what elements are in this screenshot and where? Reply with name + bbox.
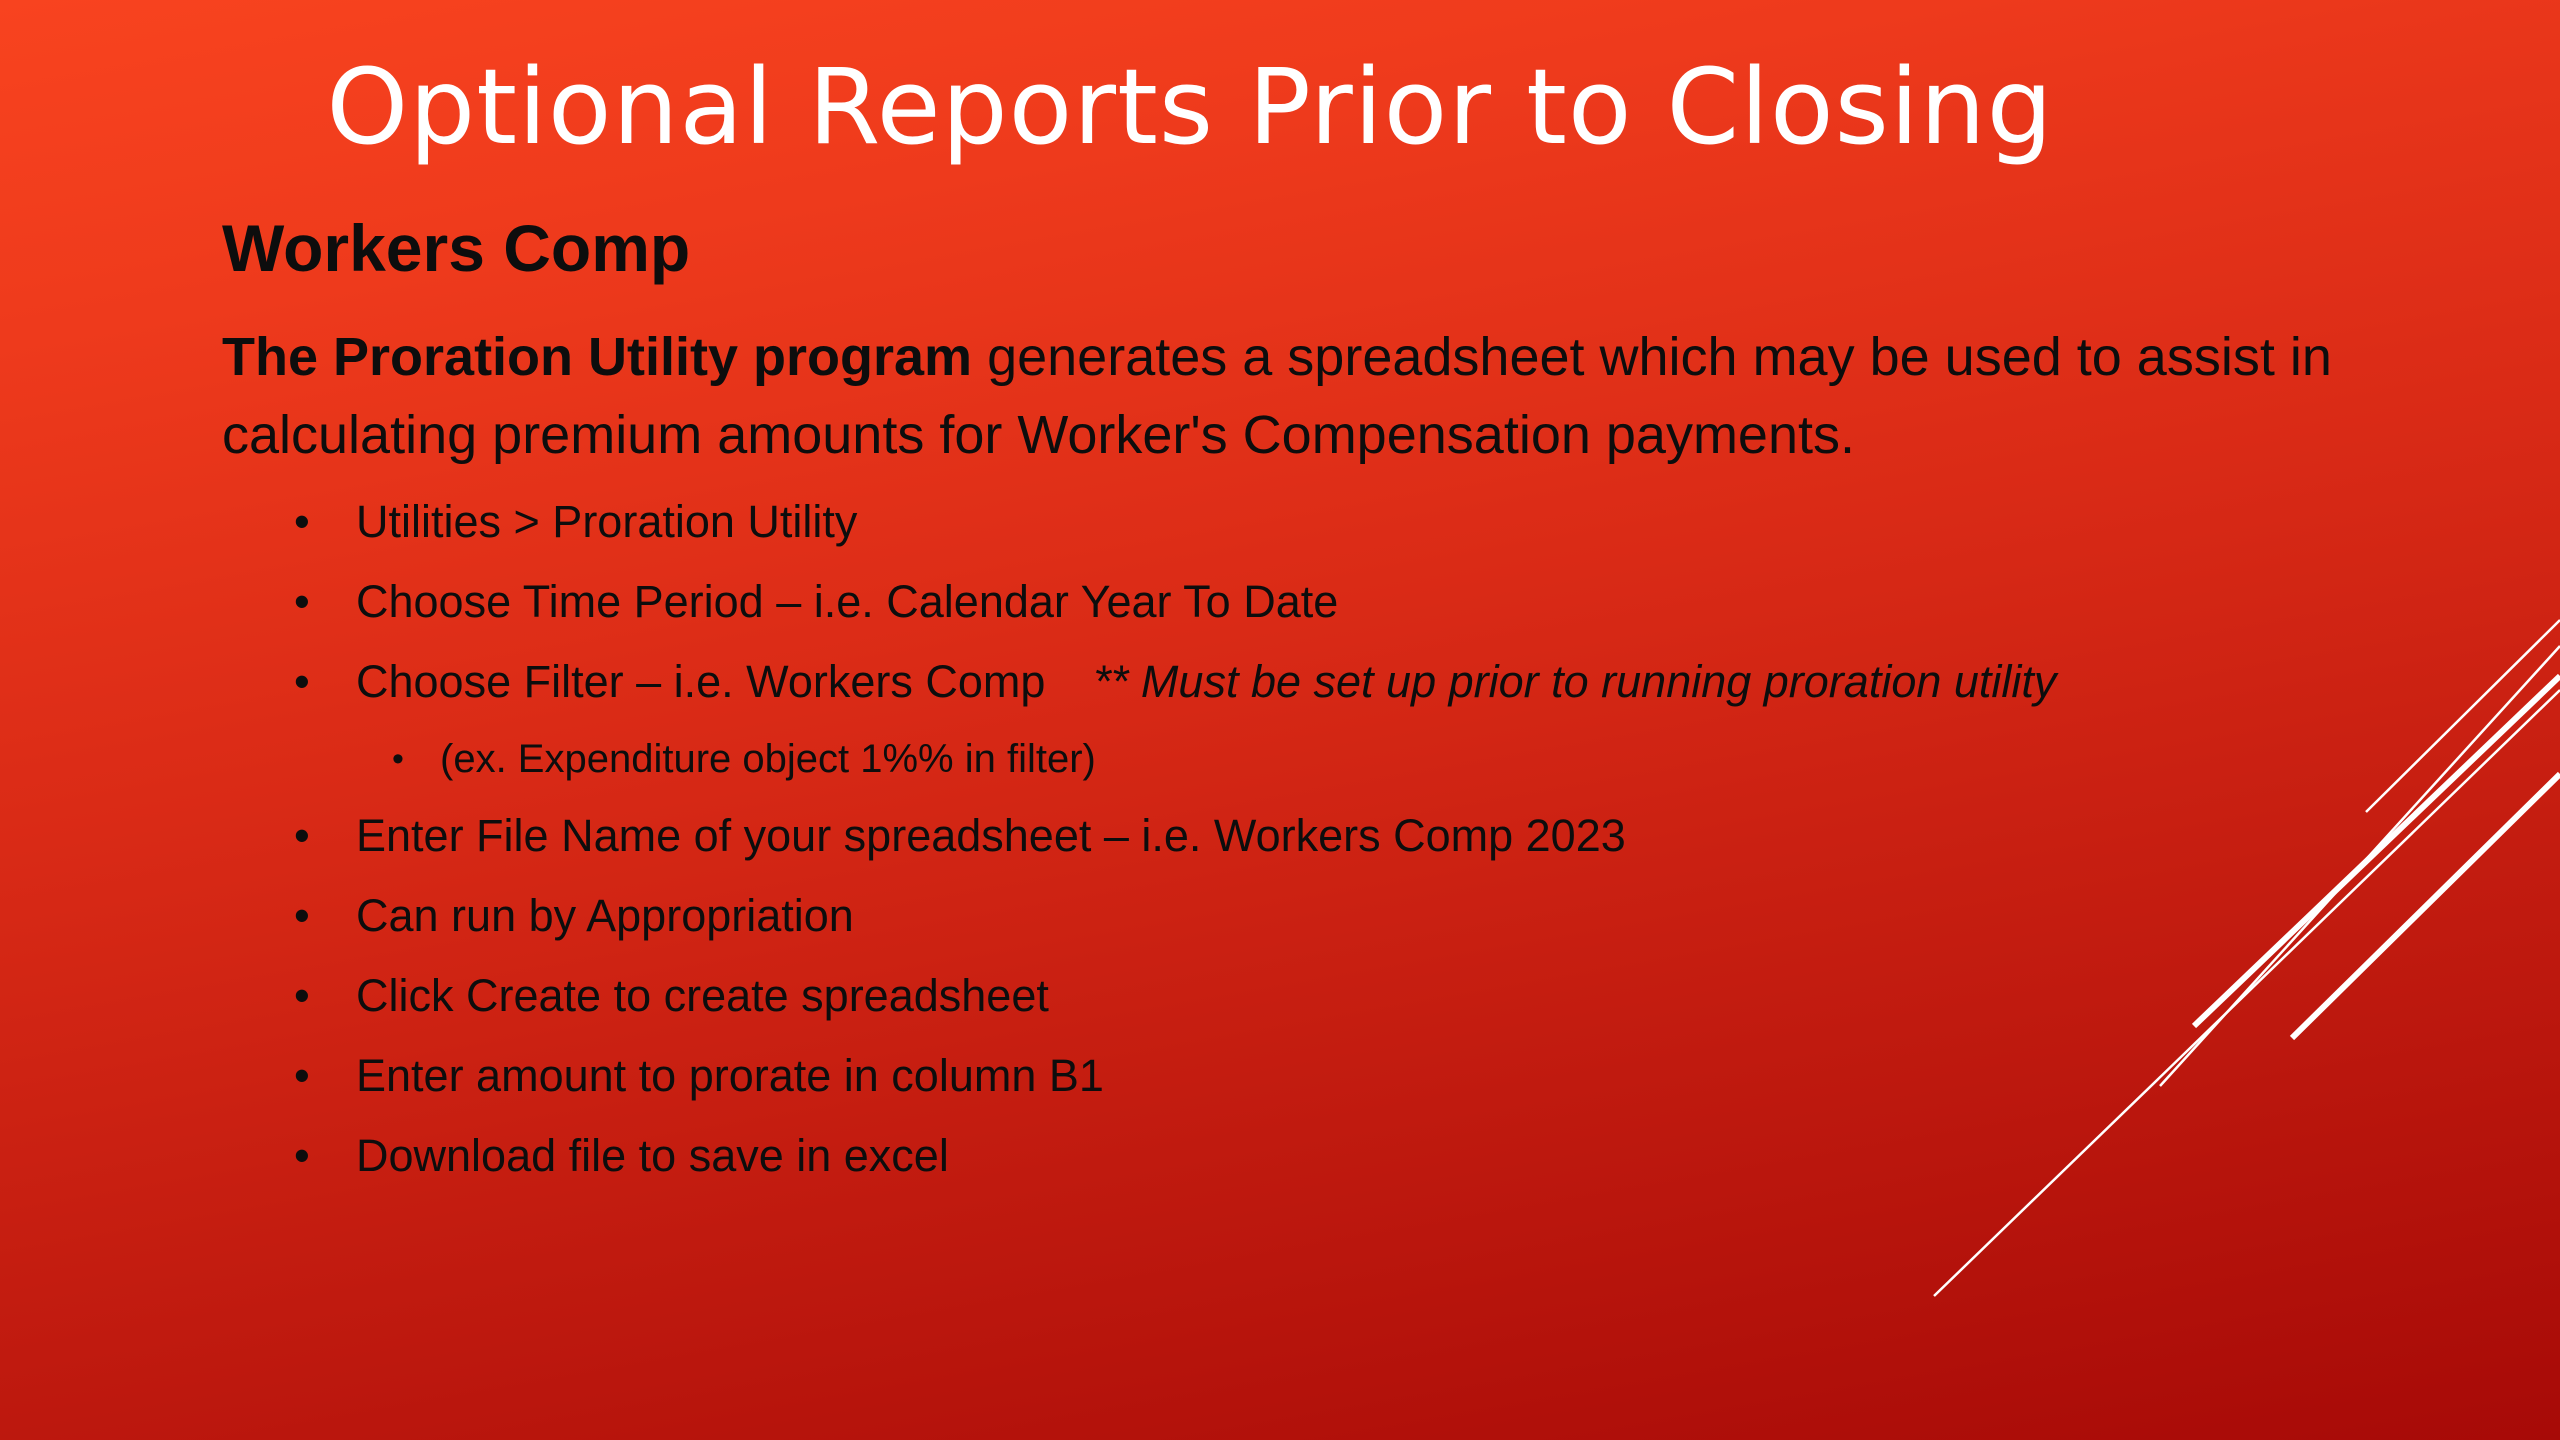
sub-bullet-text: (ex. Expenditure object 1%% in filter): [440, 737, 1096, 781]
bullet-icon: •: [294, 1130, 310, 1181]
bullet-icon: •: [294, 890, 310, 941]
bullet-icon: •: [294, 576, 310, 627]
bullet-icon: •: [294, 810, 310, 861]
bullet-text: Choose Time Period – i.e. Calendar Year To Date: [356, 576, 1339, 627]
bullet-icon: •: [294, 1050, 310, 1101]
slide-title: Optional Reports Prior to Closing: [326, 46, 2054, 168]
bullet-icon: •: [294, 970, 310, 1021]
bullet-note: ** Must be set up prior to running proration utility: [1093, 656, 2057, 707]
bullet-icon: •: [294, 496, 310, 547]
bullet-text: Choose Filter – i.e. Workers Comp: [356, 656, 1046, 707]
bullet-text: Enter amount to prorate in column B1: [356, 1050, 1104, 1101]
bullet-text: Download file to save in excel: [356, 1130, 949, 1181]
bullet-icon: •: [392, 740, 404, 778]
bullet-text: Utilities > Proration Utility: [356, 496, 858, 547]
bullet-text: Enter File Name of your spreadsheet – i.e. Workers Comp 2023: [356, 810, 1626, 861]
decor-line: [2292, 774, 2560, 1038]
bullet-text: Click Create to create spreadsheet: [356, 970, 1049, 1021]
intro-bold-lead: The Proration Utility program: [222, 327, 973, 387]
intro-text: generates a spreadsheet which may be used to assist in calculating premium amounts for Worker's Compensation payments.: [222, 327, 2332, 465]
decor-line: [2194, 676, 2560, 1026]
bullet-text: Can run by Appropriation: [356, 890, 854, 941]
bullet-icon: •: [294, 656, 310, 707]
section-heading: Workers Comp: [222, 211, 691, 285]
decor-line: [1934, 690, 2560, 1296]
